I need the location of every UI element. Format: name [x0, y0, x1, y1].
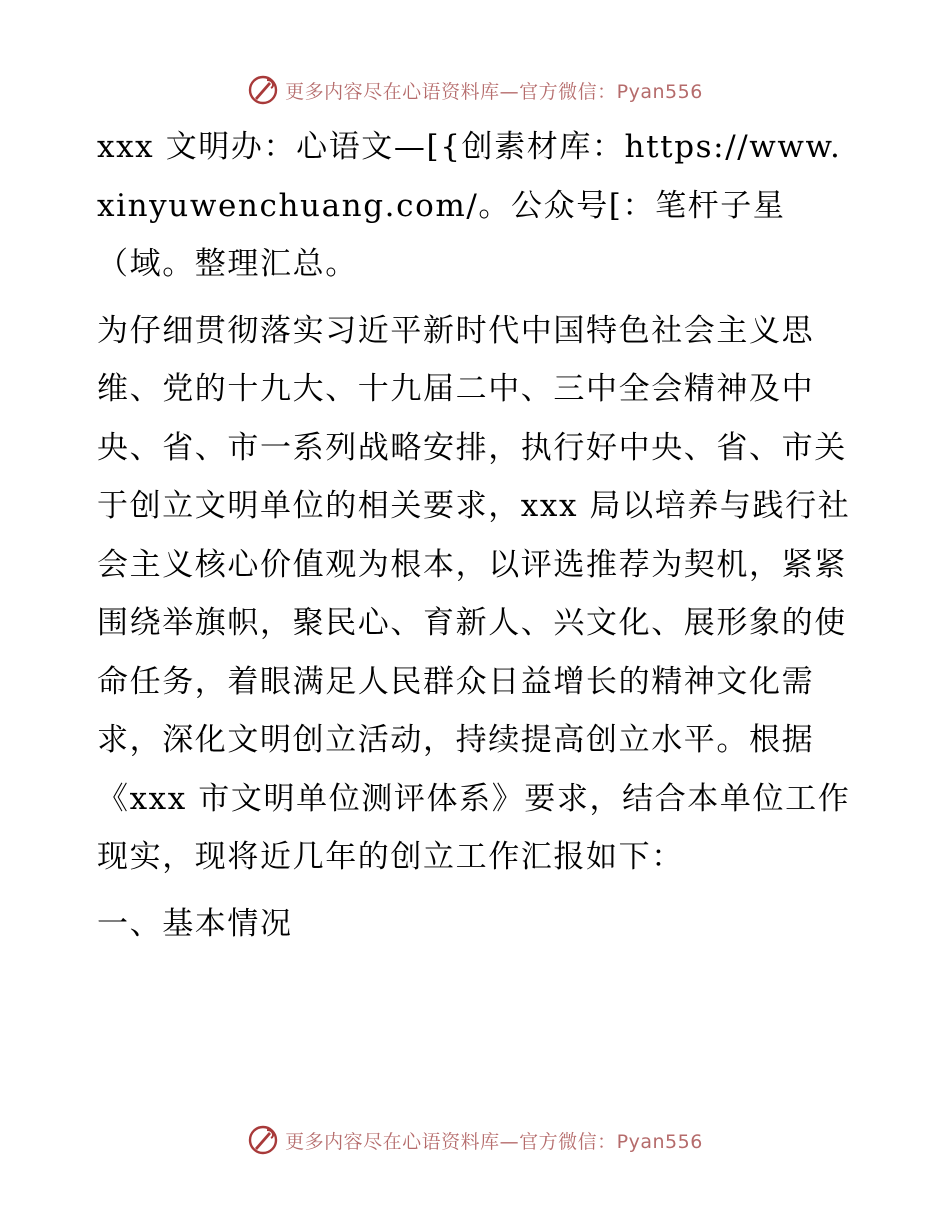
quill-logo-icon: [247, 74, 279, 106]
footer-watermark-text: 更多内容尽在心语资料库—官方微信：Pyan556: [285, 1130, 703, 1153]
intro-paragraph: xxx 文明办：心语文—[{创素材库：https://www.xinyuwenchuang.com/。公众号[：笔杆子星（域。整理汇总。: [97, 129, 842, 282]
header-watermark: [0, 70, 950, 110]
section-heading: 一、基本情况: [97, 905, 293, 942]
header-watermark-text: 更多内容尽在心语资料库—官方微信：Pyan556: [285, 80, 703, 103]
footer-watermark: [0, 1120, 950, 1160]
quill-logo-icon: [247, 1124, 279, 1156]
document-body: [97, 118, 857, 953]
main-paragraph: 为仔细贯彻落实习近平新时代中国特色社会主义思维、党的十九大、十九届二中、三中全会精神及中央、省、市一系列战略安排，执行好中央、省、市关于创立文明单位的相关要求，xxx 局以培养与践行社会主义核心价值观为根本，以评选推荐为契机，紧紧围绕举旗帜，聚民心、育新人、兴文化、展形象的使命任务，着眼满足人民群众日益增长的精神文化需求，深化文明创立活动，持续提高创立水平。根据《xxx 市文明单位测评体系》要求，结合本单位工作现实，现将近几年的创立工作汇报如下：: [97, 312, 851, 875]
